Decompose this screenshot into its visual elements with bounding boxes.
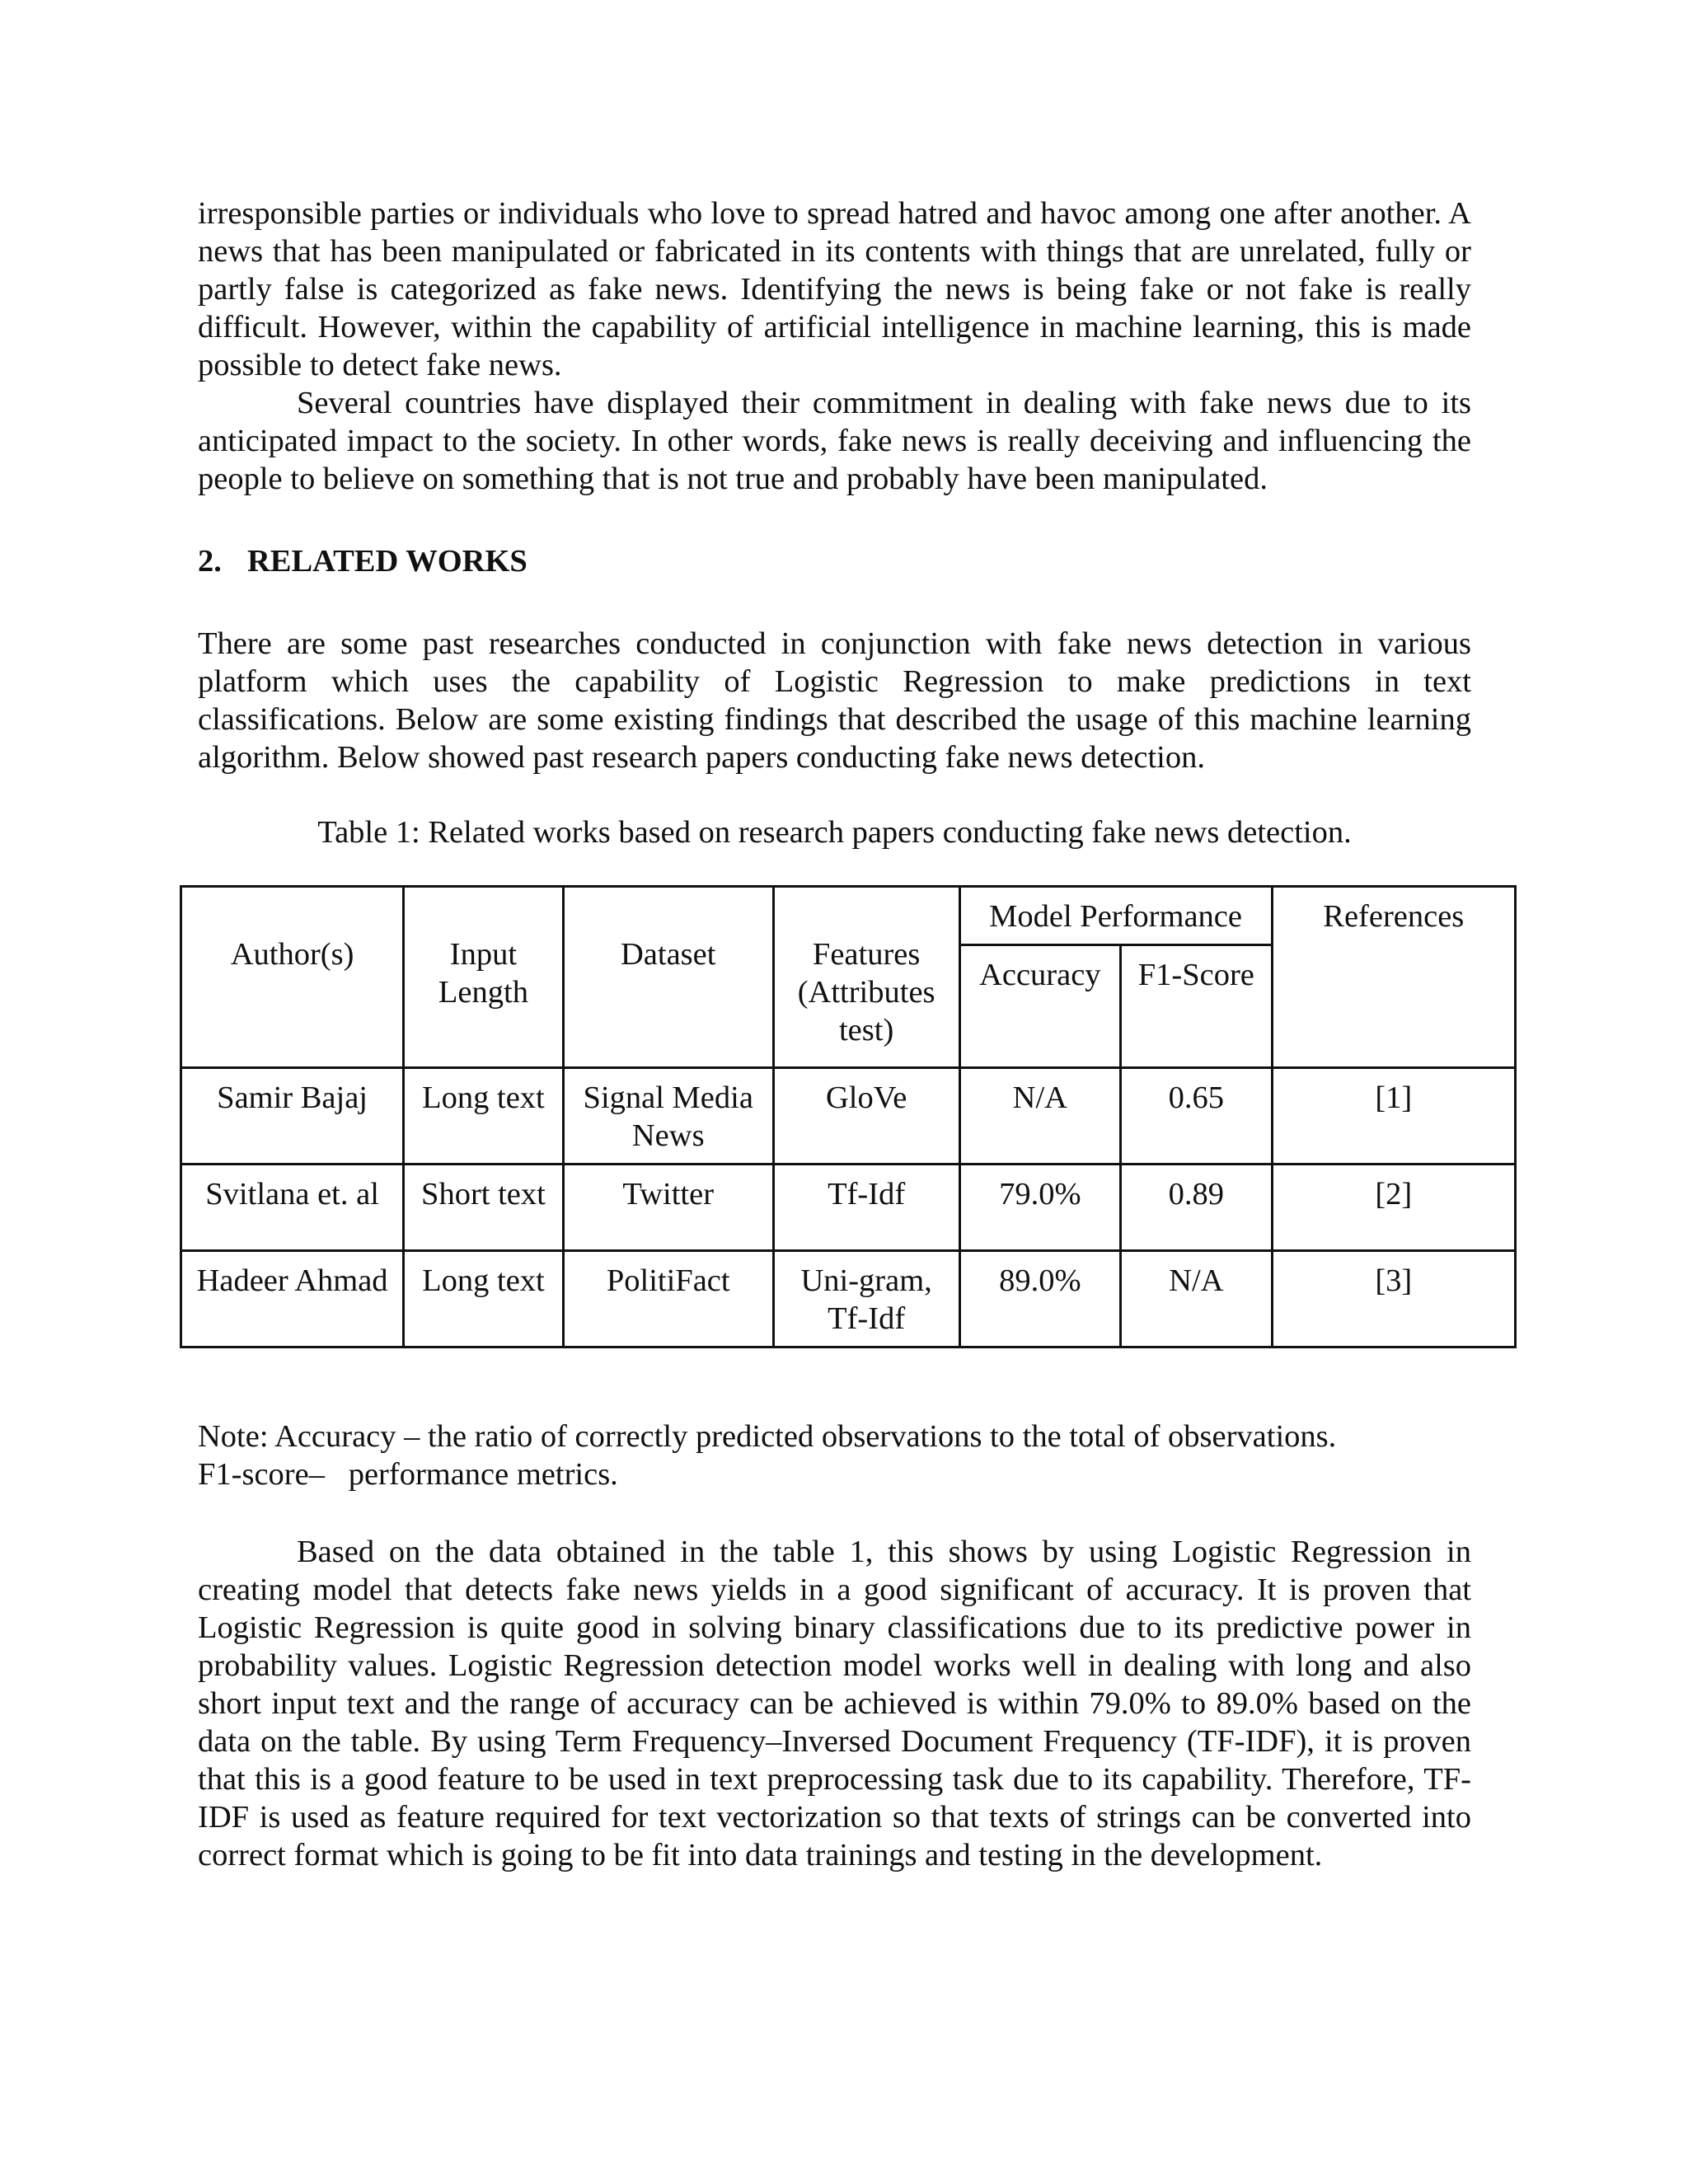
discussion-paragraph: Based on the data obtained in the table 1, this shows by using Logistic Regression in creating model that detects fake news yields in a good significant of accuracy. It is proven that Logistic Regression is quite good in solving binary classifications due to its predictive power in probability values. Logistic Regression detection model works well in dealing with long and also short input text and the range of accuracy can be achieved is within 79.0% to 89.0% based on the data on the table. By using Term Frequency–Inversed Document Frequency (TF-IDF), it is proven that this is a good feature to be used in text preprocessing task due to its capability. Therefore, TF-IDF is used as feature required for text vectorization so that texts of strings can be converted into correct format which is going to be fit into data trainings and testing in the development. xyxy=(198,1535,1471,1872)
table-notes xyxy=(198,1418,1471,1493)
cell-accuracy: N/A xyxy=(959,1068,1121,1165)
cell-reference: [1] xyxy=(1272,1068,1515,1165)
related-works-paragraph: There are some past researches conducted in conjunction with fake news detection in various platform which uses the capability of Logistic Regression to make predictions in text classifications. Below are some existing findings that described the usage of this machine learning algorithm. Below showed past research papers conducting fake news detection. xyxy=(198,626,1471,775)
cell-features: Tf-Idf xyxy=(773,1165,959,1251)
cell-input-length: Short text xyxy=(404,1165,564,1251)
cell-accuracy: 89.0% xyxy=(959,1251,1121,1347)
section-heading xyxy=(198,542,1471,580)
header-references: References xyxy=(1272,887,1515,1068)
upper-text-block xyxy=(198,194,1471,851)
note-accuracy: Note: Accuracy – the ratio of correctly predicted observations to the total of observations. xyxy=(198,1419,1337,1454)
header-features: Features (Attributes test) xyxy=(773,887,959,1068)
header-f1-score: F1-Score xyxy=(1121,945,1272,1068)
section-title: RELATED WORKS xyxy=(247,544,528,579)
cell-features: GloVe xyxy=(773,1068,959,1165)
cell-input-length: Long text xyxy=(404,1068,564,1165)
table-row xyxy=(181,1251,1516,1347)
cell-f1-score: N/A xyxy=(1121,1251,1272,1347)
cell-dataset: Twitter xyxy=(563,1165,773,1251)
table-header-row xyxy=(181,887,1516,945)
note-f1-term: F1-score xyxy=(198,1457,309,1492)
related-works-table xyxy=(180,885,1517,1348)
cell-f1-score: 0.65 xyxy=(1121,1068,1272,1165)
note-f1-score xyxy=(198,1455,1471,1493)
header-dataset: Dataset xyxy=(563,887,773,1068)
cell-author: Hadeer Ahmad xyxy=(181,1251,404,1347)
discussion-block xyxy=(198,1533,1471,1874)
intro-paragraph-1: irresponsible parties or individuals who love to spread hatred and havoc among one after another. A news that has been manipulated or fabricated in its contents with things that are unrelated, fully or partly false is categorized as fake news. Identifying the news is being fake or not fake is really difficult. However, within the capability of artificial intelligence in machine learning, this is made possible to detect fake news. xyxy=(198,196,1471,382)
header-author: Author(s) xyxy=(181,887,404,1068)
cell-accuracy: 79.0% xyxy=(959,1165,1121,1251)
cell-reference: [2] xyxy=(1272,1165,1515,1251)
note-f1-dash: – xyxy=(308,1457,325,1492)
cell-dataset: PolitiFact xyxy=(563,1251,773,1347)
cell-reference: [3] xyxy=(1272,1251,1515,1347)
cell-f1-score: 0.89 xyxy=(1121,1165,1272,1251)
cell-dataset: Signal Media News xyxy=(563,1068,773,1165)
header-accuracy: Accuracy xyxy=(959,945,1121,1068)
cell-author: Samir Bajaj xyxy=(181,1068,404,1165)
section-number: 2. xyxy=(198,544,222,579)
header-model-performance: Model Performance xyxy=(959,887,1272,945)
intro-paragraph-2: Several countries have displayed their commitment in dealing with fake news due to its anticipated impact to the society. In other words, fake news is really deceiving and influencing the people to believe on something that is not true and probably have been manipulated. xyxy=(198,386,1471,496)
table-caption: Table 1: Related works based on research papers conducting fake news detection. xyxy=(317,815,1352,850)
cell-input-length: Long text xyxy=(404,1251,564,1347)
note-f1-definition: performance metrics. xyxy=(348,1457,618,1492)
table-row xyxy=(181,1165,1516,1251)
cell-author: Svitlana et. al xyxy=(181,1165,404,1251)
header-input-length: Input Length xyxy=(404,887,564,1068)
table-row xyxy=(181,1068,1516,1165)
cell-features: Uni-gram, Tf-Idf xyxy=(773,1251,959,1347)
